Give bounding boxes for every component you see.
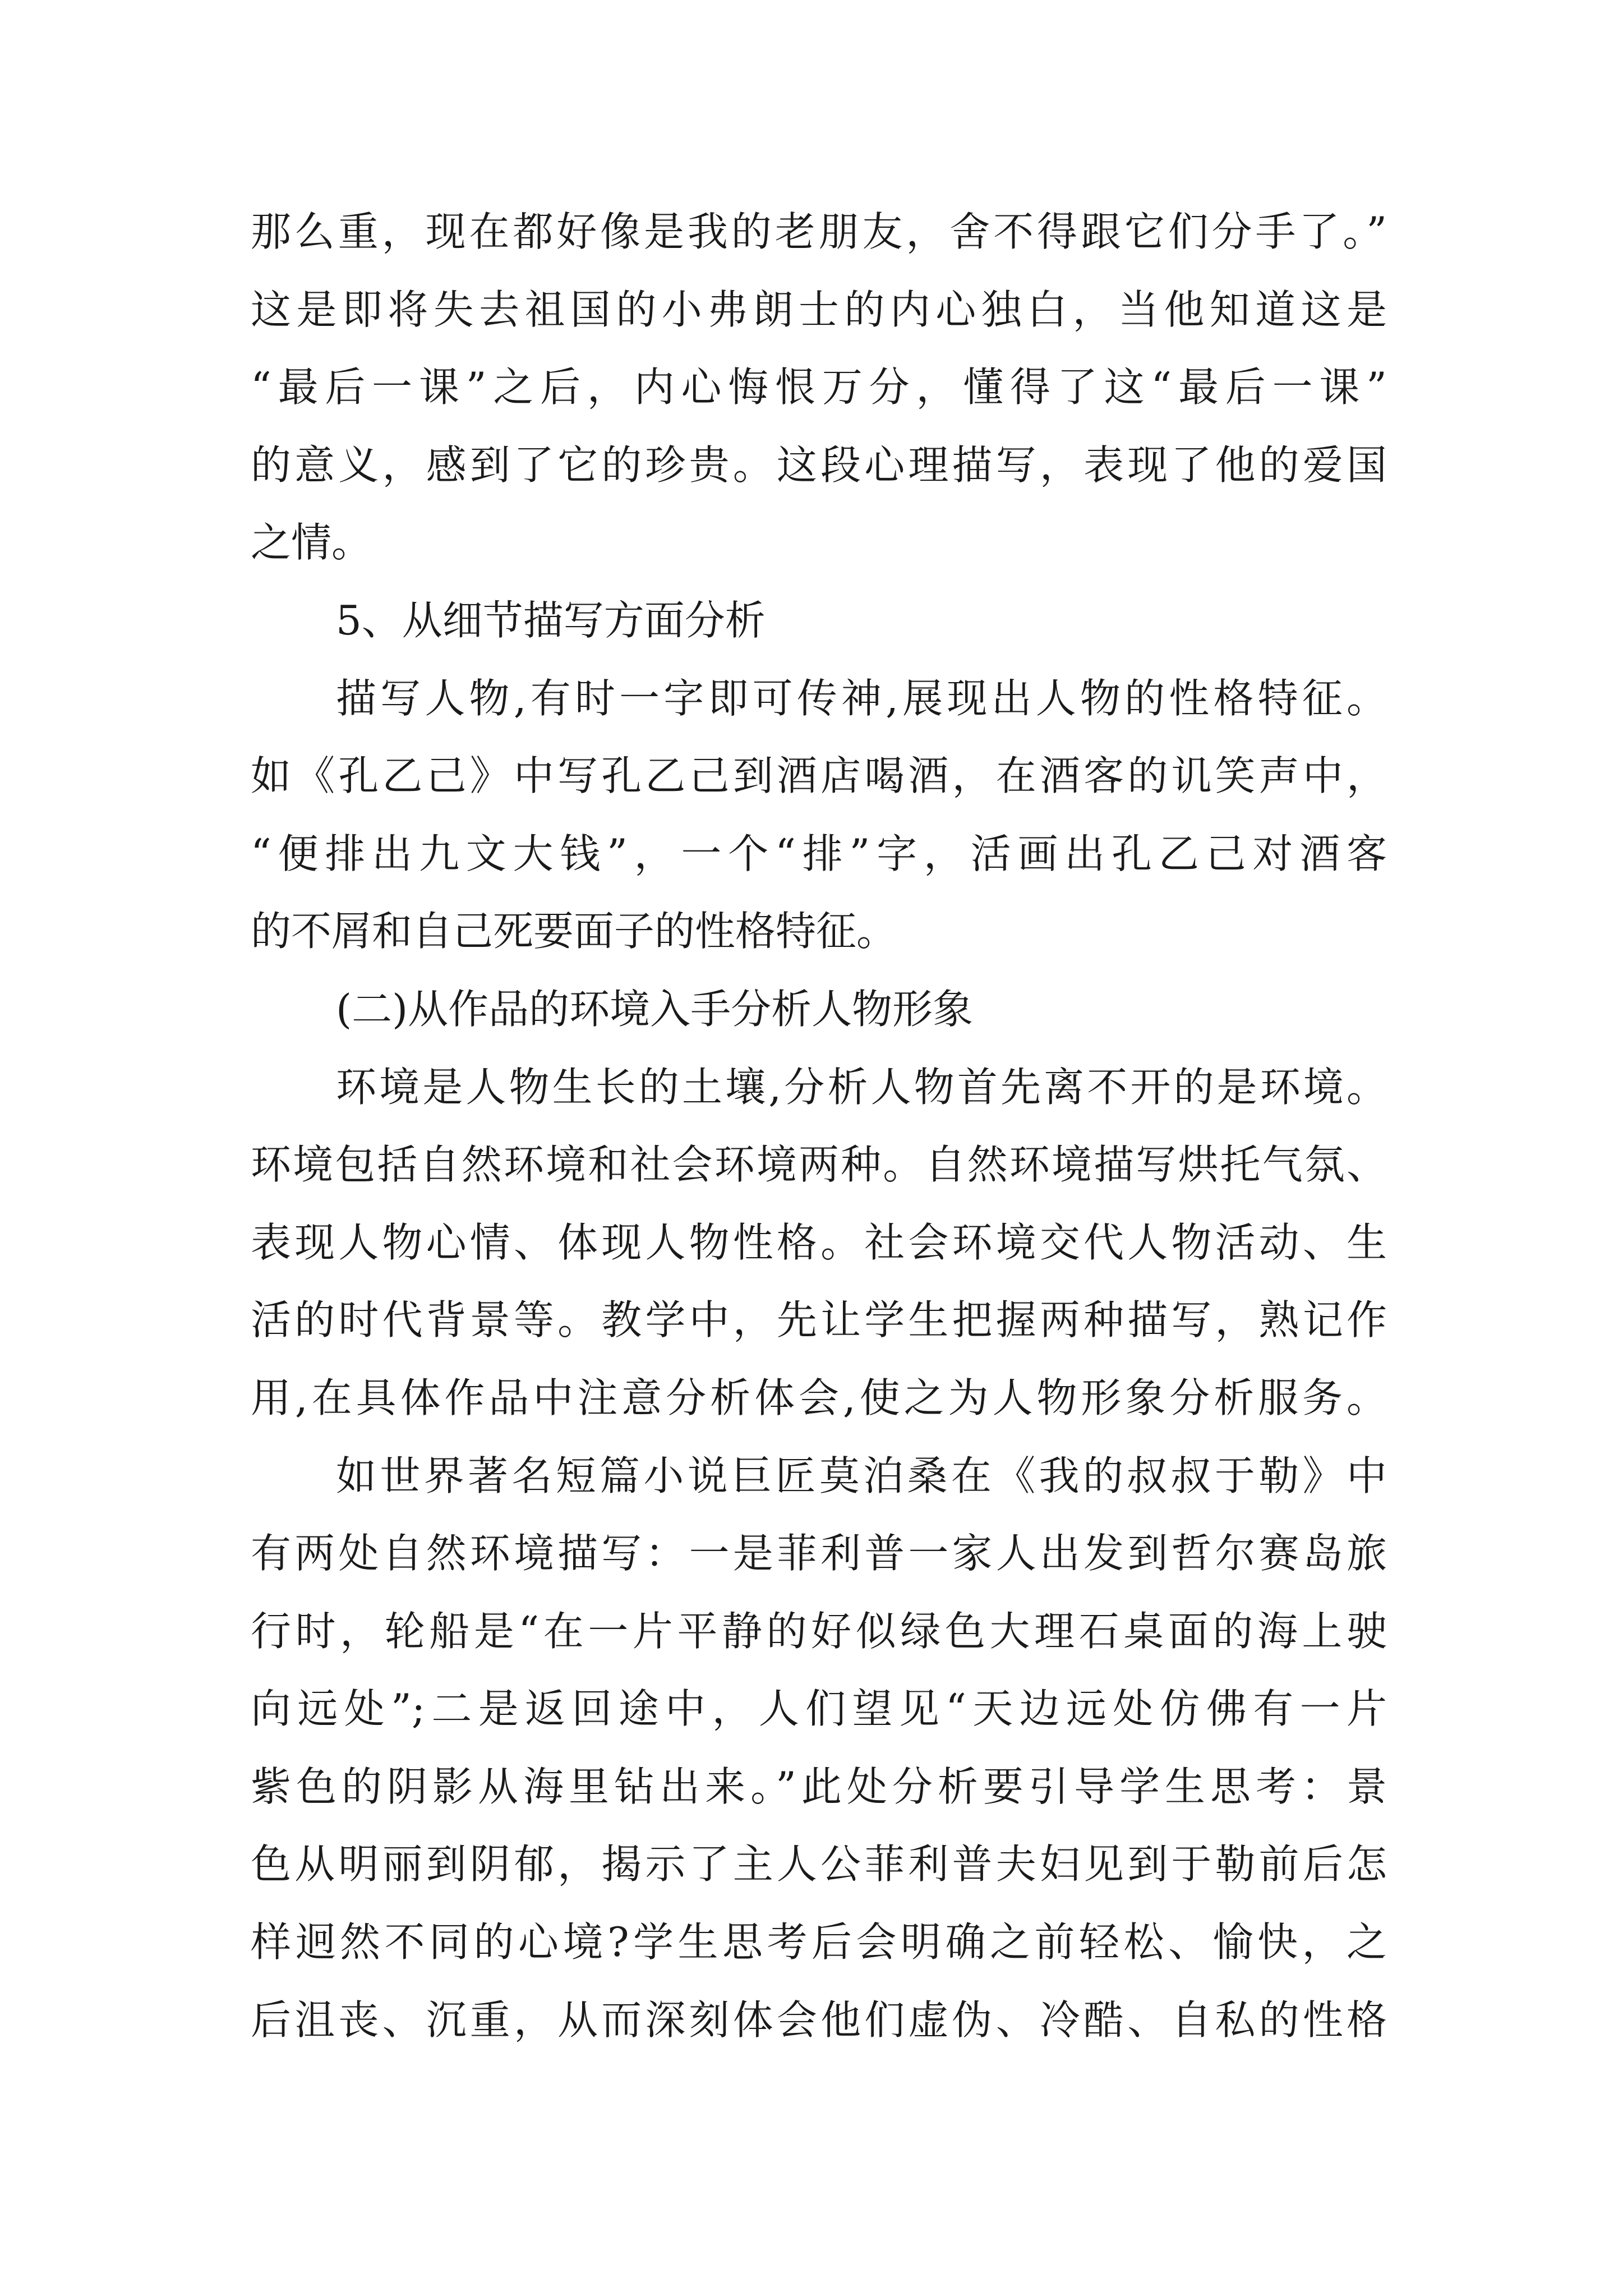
- section-heading: 5、从细节描写方面分析: [336, 596, 766, 644]
- text-line: 环境包括自然环境和社会环境两种。自然环境描写烘托气氛、: [251, 1141, 1387, 1189]
- text-line: 表现人物心情、体现人物性格。社会环境交代人物活动、生: [251, 1218, 1387, 1266]
- text-line: 之情。: [251, 519, 372, 567]
- text-line: 样迥然不同的心境?学生思考后会明确之前轻松、愉快，之: [251, 1918, 1387, 1966]
- text-line: 紫色的阴影从海里钻出来。”此处分析要引导学生思考：景: [251, 1763, 1387, 1810]
- text-line: 后沮丧、沉重，从而深刻体会他们虚伪、冷酷、自私的性格: [251, 1996, 1387, 2044]
- text-line: 行时，轮船是“在一片平静的好似绿色大理石桌面的海上驶: [251, 1607, 1387, 1655]
- paragraph-first-line: 如世界著名短篇小说巨匠莫泊桑在《我的叔叔于勒》中: [336, 1452, 1387, 1499]
- text-line: 的意义，感到了它的珍贵。这段心理描写，表现了他的爱国: [251, 441, 1387, 489]
- paragraph-first-line: 环境是人物生长的土壤,分析人物首先离不开的是环境。: [336, 1063, 1387, 1111]
- text-line: 活的时代背景等。教学中，先让学生把握两种描写，熟记作: [251, 1296, 1387, 1344]
- text-line: 向远处”;二是返回途中，人们望见“天边远处仿佛有一片: [251, 1685, 1387, 1733]
- text-line: 色从明丽到阴郁，揭示了主人公菲利普夫妇见到于勒前后怎: [251, 1841, 1387, 1888]
- text-line: 如《孔乙己》中写孔乙己到酒店喝酒，在酒客的讥笑声中，: [251, 752, 1387, 800]
- document-body: [251, 193, 1387, 2059]
- text-line: 有两处自然环境描写：一是菲利普一家人出发到哲尔赛岛旅: [251, 1530, 1387, 1577]
- text-line: 那么重，现在都好像是我的老朋友，舍不得跟它们分手了。”: [251, 208, 1387, 255]
- text-line: 用,在具体作品中注意分析体会,使之为人物形象分析服务。: [251, 1374, 1387, 1421]
- paragraph-first-line: 描写人物,有时一字即可传神,展现出人物的性格特征。: [336, 674, 1387, 722]
- text-line: 的不屑和自己死要面子的性格特征。: [251, 908, 897, 955]
- text-line: “便排出九文大钱”，一个“排”字，活画出孔乙己对酒客: [251, 830, 1387, 877]
- section-heading: (二)从作品的环境入手分析人物形象: [336, 985, 974, 1033]
- text-line: “最后一课”之后，内心悔恨万分，懂得了这“最后一课”: [251, 364, 1387, 411]
- text-line: 这是即将失去祖国的小弗朗士的内心独白，当他知道这是: [251, 286, 1387, 333]
